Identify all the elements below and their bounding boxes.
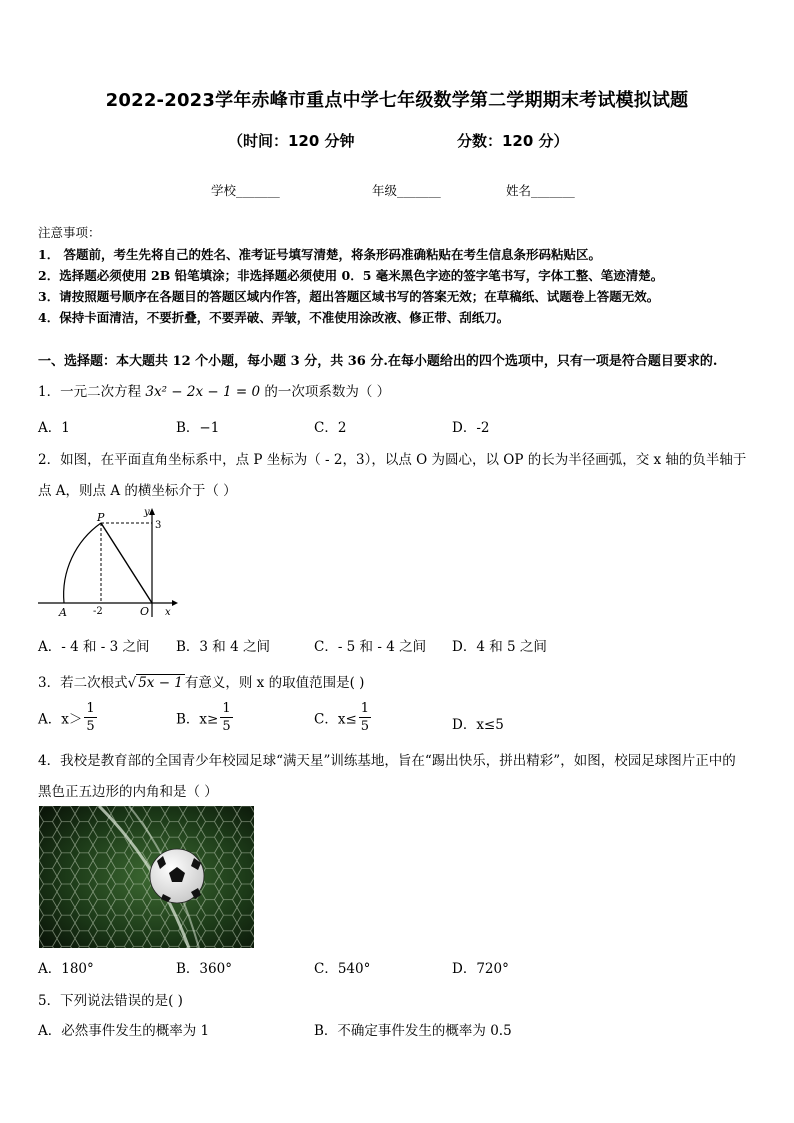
q2-option-b: B．3 和 4 之间 [176, 639, 270, 655]
note-item: 4．保持卡面清洁，不要折叠，不要弄破、弄皱，不准使用涂改液、修正带、刮纸刀。 [38, 310, 510, 325]
label-minus-two: -2 [93, 606, 103, 617]
question-3 [38, 671, 364, 691]
q1-equation: 3x² − 2x − 1 = 0 [145, 384, 261, 400]
x-axis-arrow [172, 600, 178, 606]
label-y: y [144, 507, 150, 518]
fraction-denominator: 5 [360, 719, 370, 734]
q3-radicand: 5x − 1 [138, 675, 183, 691]
q3-option-b-label: B．x≥ [176, 711, 219, 728]
label-o: O [140, 605, 150, 618]
q3-prefix: 3．若二次根式 [38, 675, 128, 691]
q1-prefix: 1．一元二次方程 [38, 384, 146, 400]
question-1 [38, 380, 390, 400]
q3-option-a-label: A．x＞ [38, 711, 83, 728]
segment-op [101, 523, 152, 603]
notes-heading: 注意事项： [38, 225, 101, 240]
label-a: A [59, 606, 67, 619]
q3-suffix: 有意义，则 x 的取值范围是( ) [184, 675, 365, 691]
q2-coordinate-figure [34, 505, 184, 623]
q3-option-b-fraction [220, 702, 232, 733]
q1-option-c: C．2 [314, 420, 347, 436]
q5-option-a: A．必然事件发生的概率为 1 [38, 1023, 210, 1039]
q1-suffix: 的一次项系数为（ ） [260, 384, 391, 400]
q3-sqrt [128, 675, 185, 691]
note-item: 1． 答题前，考生先将自己的姓名、准考证号填写清楚，将条形码准确粘贴在考生信息条形码粘贴区。 [38, 247, 602, 262]
q3-option-a [38, 702, 99, 733]
q3-option-a-fraction [84, 702, 96, 733]
q3-option-d: D．x≤5 [452, 717, 504, 733]
note-item: 3．请按照题号顺序在各题目的答题区域内作答，超出答题区域书写的答案无效；在草稿纸、试题卷上答题无效。 [38, 289, 660, 304]
fraction-numerator: 1 [222, 701, 231, 716]
exam-score: 分数：120 分） [457, 132, 569, 150]
grade-field: 年级_______ [372, 183, 441, 198]
q4-option-a: A．180° [38, 961, 94, 977]
q1-option-d: D．-2 [452, 420, 490, 436]
exam-time: （时间：120 分钟 [228, 132, 355, 150]
fraction-denominator: 5 [222, 719, 231, 734]
q2-option-c: C．- 5 和 - 4 之间 [314, 639, 427, 655]
soccer-ball-photo [39, 806, 254, 948]
note-item: 2．选择题必须使用 2B 铅笔填涂；非选择题必须使用 0．5 毫米黑色字迹的签字笔书写，字体工整、笔迹清楚。 [38, 268, 664, 283]
q5-option-b: B．不确定事件发生的概率为 0.5 [314, 1023, 512, 1039]
q4-option-c: C．540° [314, 961, 371, 977]
fraction-numerator: 1 [360, 701, 370, 716]
arc-ap [64, 523, 101, 603]
school-field: 学校_______ [211, 183, 280, 198]
q4-option-d: D．720° [452, 961, 509, 977]
q1-option-a: A．1 [38, 420, 70, 436]
y-axis-arrow [149, 508, 155, 515]
fraction-numerator: 1 [86, 701, 95, 716]
q2-stem-line1: 2．如图，在平面直角坐标系中，点 P 坐标为（ - 2，3），以点 O 为圆心，以 OP 的长为半径画弧，交 x 轴的负半轴于 [38, 452, 747, 468]
section-heading: 一、选择题：本大题共 12 个小题，每小题 3 分，共 36 分.在每小题给出的四个选项中，只有一项是符合题目要求的. [38, 354, 718, 369]
sqrt-sign: √ [127, 675, 137, 691]
q3-option-b [176, 702, 235, 733]
name-field: 姓名_______ [506, 183, 575, 198]
q1-option-b: B．−1 [176, 420, 220, 436]
label-x: x [165, 607, 171, 618]
q4-option-b: B．360° [176, 961, 232, 977]
q3-option-c-label: C．x≤ [314, 711, 357, 728]
q3-option-c-fraction [359, 702, 371, 733]
q2-stem-line2: 点 A，则点 A 的横坐标介于（ ） [38, 483, 237, 499]
fraction-denominator: 5 [86, 719, 95, 734]
q5-stem: 5．下列说法错误的是( ) [38, 993, 183, 1009]
q4-stem-line2: 黑色正五边形的内角和是（ ） [38, 784, 218, 800]
page-title: 2022-2023学年赤峰市重点中学七年级数学第二学期期末考试模拟试题 [105, 90, 689, 111]
label-p: P [97, 511, 105, 524]
q2-option-a: A．- 4 和 - 3 之间 [38, 639, 150, 655]
q2-option-d: D．4 和 5 之间 [452, 639, 547, 655]
label-three: 3 [155, 520, 162, 531]
goal-net [39, 806, 254, 948]
q3-option-c [314, 702, 373, 733]
q4-stem-line1: 4．我校是教育部的全国青少年校园足球“满天星”训练基地，旨在“踢出快乐，拼出精彩”，如图，校园足球图片正中的 [38, 753, 736, 769]
